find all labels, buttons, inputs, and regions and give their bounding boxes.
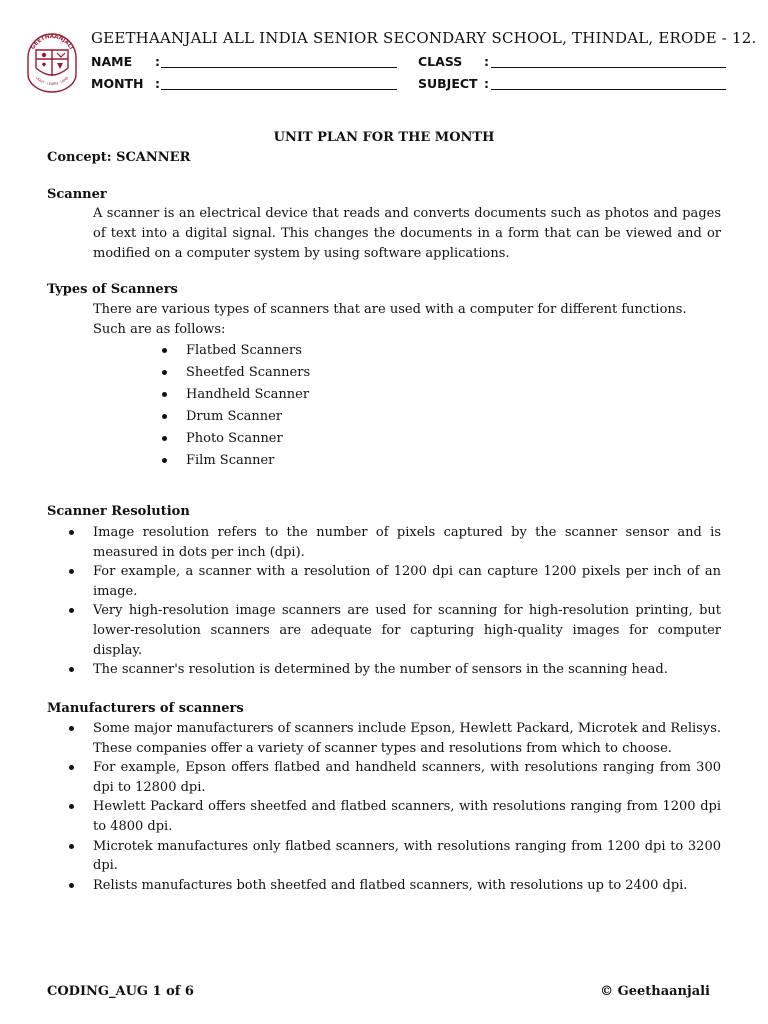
list-item: Microtek manufactures only flatbed scanners, with resolutions ranging from 1200 dpi to 3200 dpi. [67, 837, 721, 876]
list-item: Sheetfed Scanners [160, 363, 310, 385]
types-intro-1: There are various types of scanners that are used with a computer for different functions. [93, 302, 687, 317]
scanner-line-1: A scanner is an electrical device that reads and converts documents such as photos and pages [93, 206, 721, 221]
list-item: Very high-resolution image scanners are used for scanning for high-resolution printing, but lower-resolution scanners are adequate for capturing high-quality images for computer display. [67, 601, 721, 660]
types-heading: Types of Scanners [47, 282, 178, 297]
list-item: For example, a scanner with a resolution of 1200 dpi can capture 1200 pixels per inch of an image. [67, 562, 721, 601]
svg-text:GEETHAANJALI [30, 34, 74, 51]
resolution-heading: Scanner Resolution [47, 504, 190, 519]
class-label: CLASS [418, 54, 463, 69]
name-colon: : [155, 54, 160, 69]
resolution-bullets [67, 523, 721, 680]
scanner-line-2: of text into a digital signal. This changes the documents in a form that can be viewed and or [93, 226, 721, 241]
types-intro-2: Such are as follows: [93, 322, 226, 337]
list-item: For example, Epson offers flatbed and handheld scanners, with resolutions ranging from 300 dpi to 12800 dpi. [67, 758, 721, 797]
name-input-line[interactable] [161, 67, 397, 68]
scanner-types-list [160, 341, 310, 473]
page-title: UNIT PLAN FOR THE MONTH [273, 130, 495, 145]
school-logo [24, 28, 80, 94]
list-item: Drum Scanner [160, 407, 310, 429]
scanner-paragraph [93, 204, 721, 264]
logo-text: GEETHAANJALI [30, 33, 74, 51]
list-item: Flatbed Scanners [160, 341, 310, 363]
concept-heading: Concept: SCANNER [47, 150, 191, 165]
list-item: Some major manufacturers of scanners include Epson, Hewlett Packard, Microtek and Relisys. These companies offer a variety of scanner types and resolutions from which to choose. [67, 719, 721, 758]
month-colon: : [155, 76, 160, 91]
list-item: Hewlett Packard offers sheetfed and flatbed scanners, with resolutions ranging from 1200 dpi to 4800 dpi. [67, 797, 721, 836]
name-class-row [91, 54, 741, 74]
manufacturers-heading: Manufacturers of scanners [47, 701, 244, 716]
subject-label: SUBJECT [418, 76, 478, 91]
subject-colon: : [484, 76, 489, 91]
manufacturers-bullets [67, 719, 721, 895]
scanner-line-3: modified on a computer system by using software applications. [93, 246, 510, 261]
school-name: GEETHAANJALI ALL INDIA SENIOR SECONDARY SCHOOL, THINDAL, ERODE - 12. [91, 29, 757, 47]
footer-copyright: © Geethaanjali [600, 984, 710, 999]
class-input-line[interactable] [491, 67, 726, 68]
list-item: Handheld Scanner [160, 385, 310, 407]
list-item: Image resolution refers to the number of pixels captured by the scanner sensor and is measured in dots per inch (dpi). [67, 523, 721, 562]
month-input-line[interactable] [161, 89, 397, 90]
name-label: NAME [91, 54, 133, 69]
list-item: Relists manufactures both sheetfed and flatbed scanners, with resolutions up to 2400 dpi. [67, 876, 721, 896]
logo-motto: LIGHT · LEARN · LEAD [34, 75, 70, 87]
list-item: Photo Scanner [160, 429, 310, 451]
scanner-heading: Scanner [47, 187, 107, 202]
subject-input-line[interactable] [491, 89, 726, 90]
list-item: The scanner's resolution is determined by the number of sensors in the scanning head. [67, 660, 721, 680]
month-subject-row [91, 76, 741, 96]
footer-page-info: CODING_AUG 1 of 6 [47, 984, 194, 999]
svg-text:LIGHT · LEARN · LEAD [35, 76, 70, 86]
list-item: Film Scanner [160, 451, 310, 473]
class-colon: : [484, 54, 489, 69]
month-label: MONTH [91, 76, 144, 91]
